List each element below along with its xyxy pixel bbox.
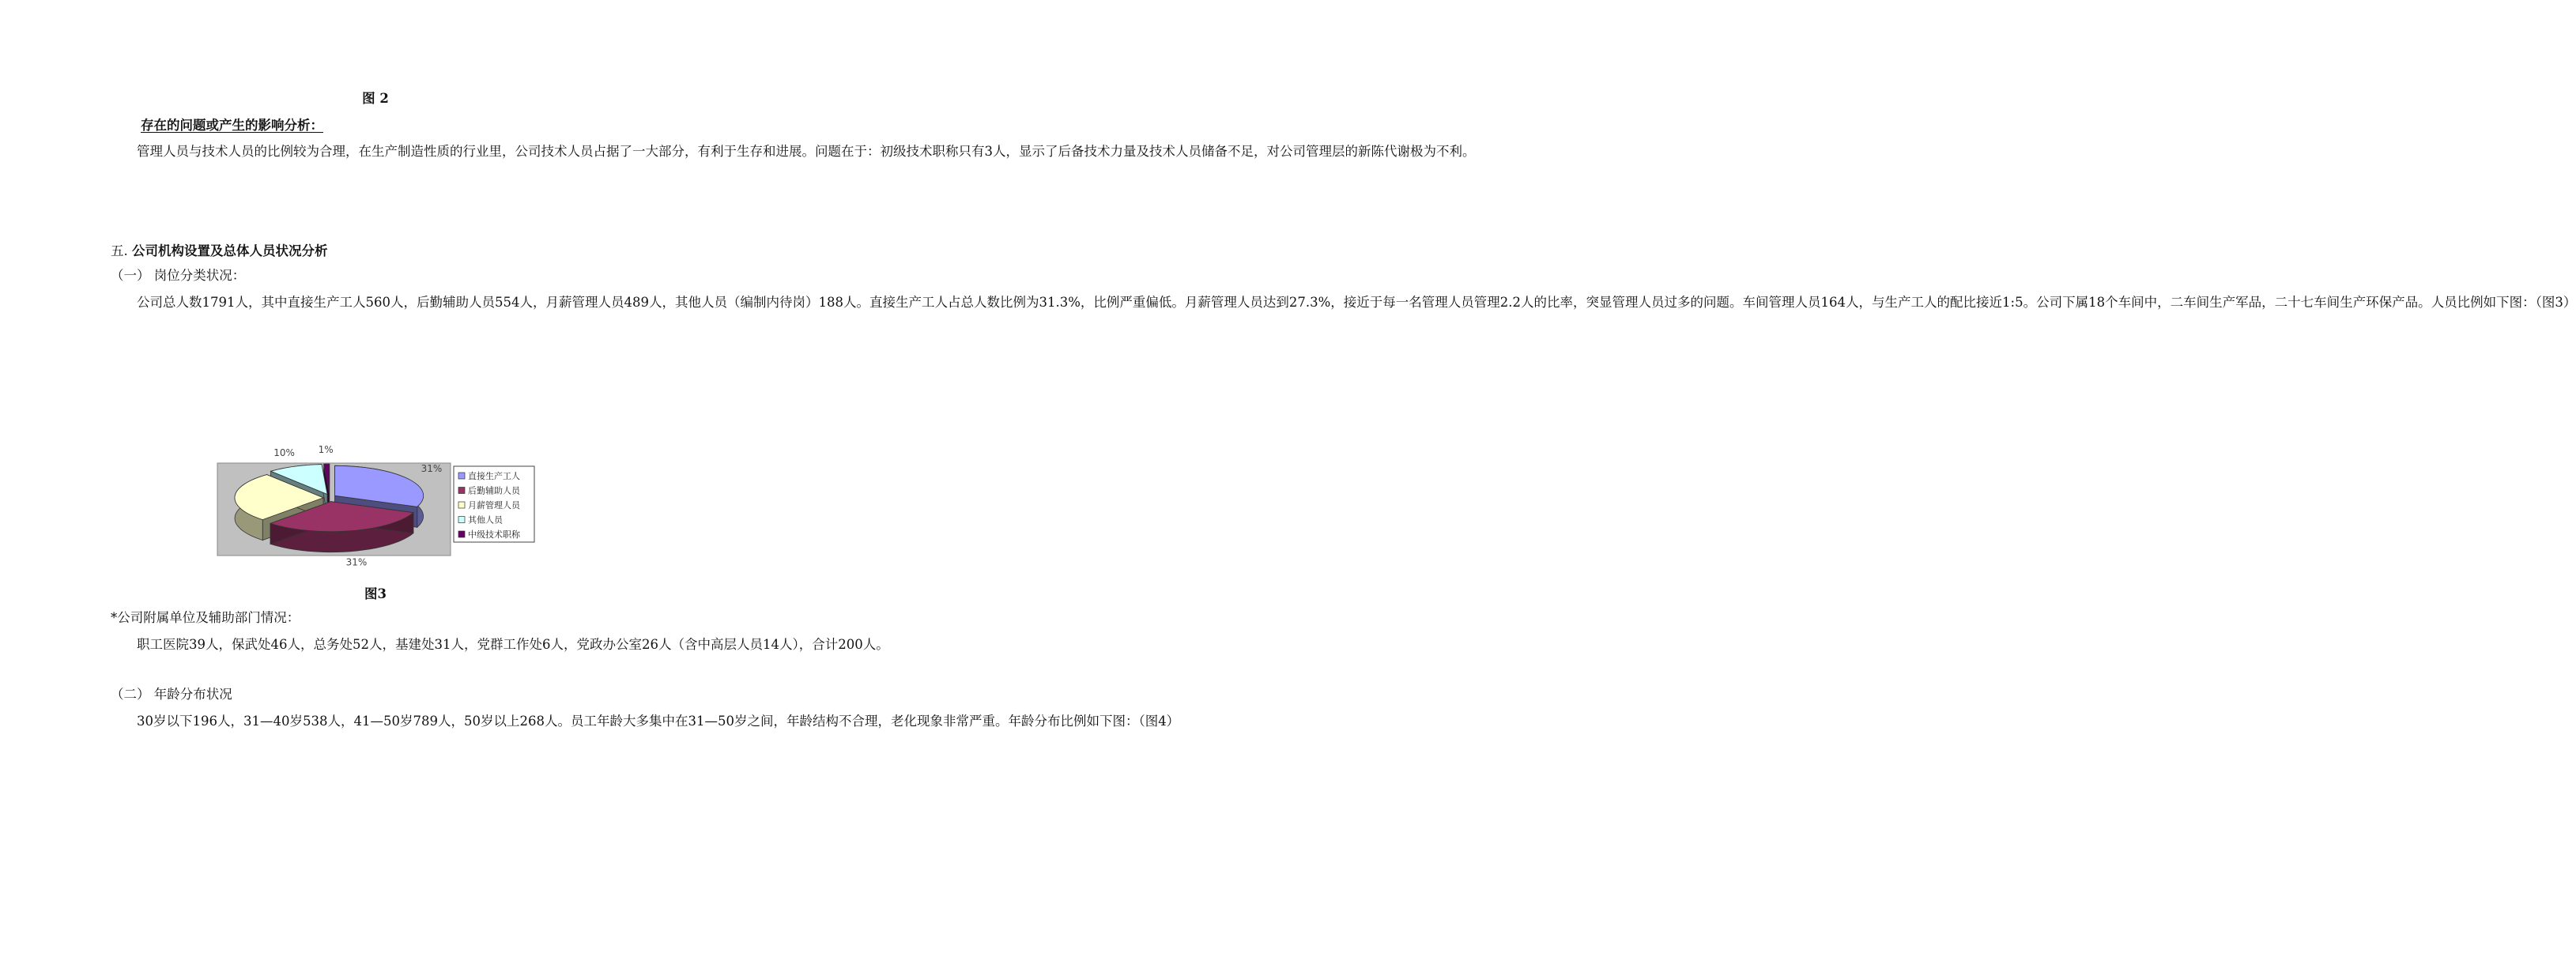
section-5-title: 公司机构设置及总体人员状况分析 <box>132 243 328 258</box>
section-5-heading <box>111 243 328 260</box>
legend-item-4: 中级技术职称 <box>468 529 520 540</box>
legend-item-1: 后勤辅助人员 <box>468 485 520 496</box>
problem-paragraph <box>111 139 1476 164</box>
legend-swatch-2 <box>458 502 465 508</box>
problem-heading: 存在的问题或产生的影响分析： <box>141 118 323 133</box>
figure-3-caption: 图3 <box>364 586 387 601</box>
figure-2-caption: 图 2 <box>362 91 389 106</box>
pie-label-0: 31% <box>421 463 443 475</box>
subsection-2-text: 30岁以下196人，31—40岁538人，41—50岁789人，50岁以上268人。员工年龄大多集中在31—50岁之间，年龄结构不合理，老化现象非常严重。年龄分布比例如下图：（图4） <box>137 714 1180 729</box>
staff-ratio-pie-chart <box>207 444 539 568</box>
affiliated-paragraph <box>111 632 889 657</box>
legend-item-3: 其他人员 <box>468 514 503 526</box>
subsection-2-heading: （二） 年龄分布状况 <box>111 687 232 702</box>
legend-swatch-3 <box>458 517 465 523</box>
subsection-1-paragraph <box>111 290 2576 315</box>
problem-text: 管理人员与技术人员的比例较为合理，在生产制造性质的行业里，公司技术人员占据了一大部分，有利于生存和进展。问题在于：初级技术职称只有3人，显示了后备技术力量及技术人员储备不足，对公司管理层的新陈代谢极为不利。 <box>137 144 1476 159</box>
subsection-2-paragraph <box>111 709 1180 733</box>
legend-item-0: 直接生产工人 <box>468 471 520 481</box>
pie-chart-svg <box>207 444 539 568</box>
section-5-number: 五. <box>111 243 128 258</box>
affiliated-text: 职工医院39人，保武处46人，总务处52人，基建处31人，党群工作处6人，党政办公室26人（含中高层人员14人），合计200人。 <box>137 637 889 652</box>
legend-swatch-0 <box>458 473 465 479</box>
legend-item-2: 月薪管理人员 <box>468 500 520 510</box>
subsection-1-heading: （一） 岗位分类状况： <box>111 268 246 283</box>
legend-swatch-4 <box>458 531 465 537</box>
pie-label-4: 1% <box>318 444 334 456</box>
subsection-1-text: 公司总人数1791人，其中直接生产工人560人，后勤辅助人员554人，月薪管理人员489人，其他人员（编制内待岗）188人。直接生产工人占总人数比例为31.3%，比例严重偏低。月薪管理人员达到27.3%，接近于每一名管理人员管理2.2人的比率，突显管理人员过多的问题。车间管理人员164人，与生产工人的配比接近1:5。公司下属18个车间中，二车间生产军品，二十七车间生产环保产品。人员比例如下图：（图3） <box>137 295 2576 310</box>
legend-swatch-1 <box>458 488 465 494</box>
pie-label-1: 31% <box>345 556 368 568</box>
affiliated-heading: *公司附属单位及辅助部门情况： <box>111 610 300 625</box>
pie-label-3: 10% <box>273 446 295 458</box>
